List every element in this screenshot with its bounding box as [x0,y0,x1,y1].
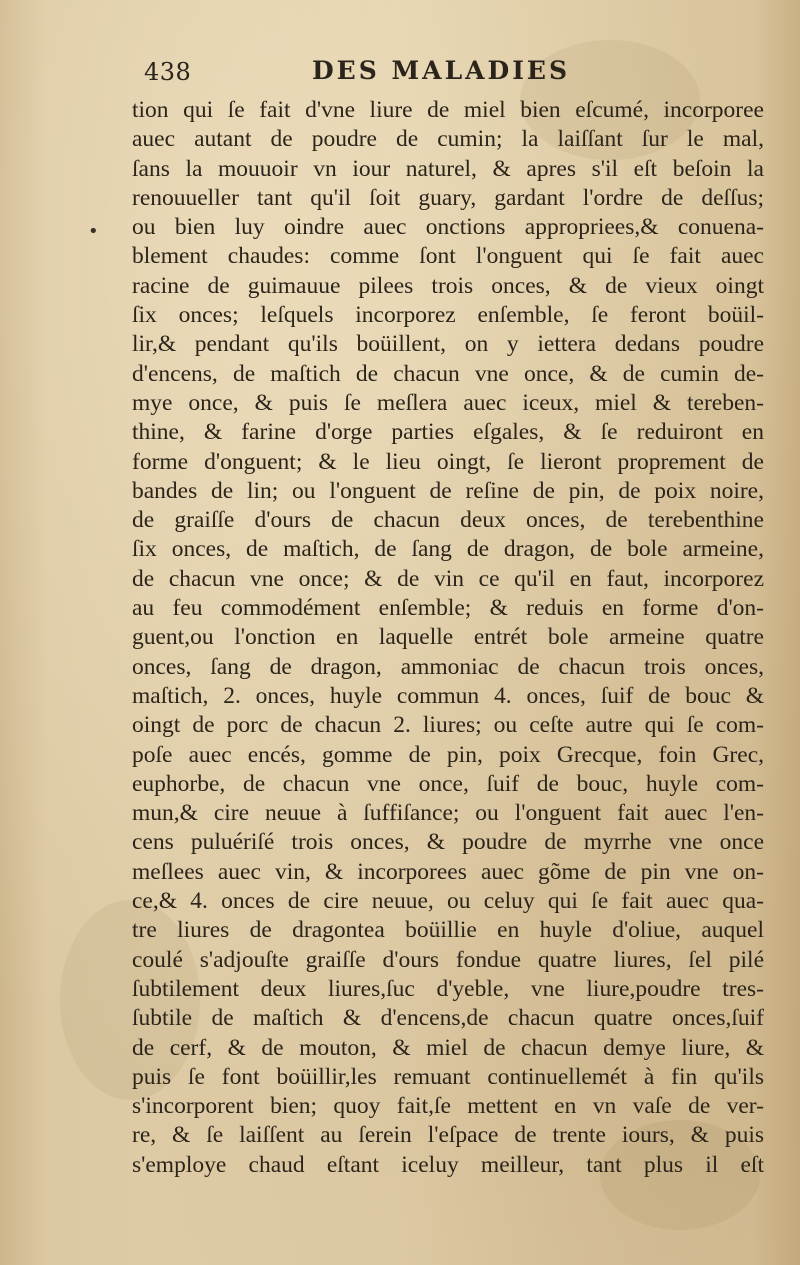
text-line: blement chaudes: comme ſont l'onguent qui ſe fait auec [132,243,764,270]
text-line: meſlees auec vin, & incorporees auec gõme de pin vne on- [132,858,764,885]
text-line: de cerf, & de mouton, & miel de chacun demye liure, & [132,1034,764,1061]
text-line: tion qui ſe fait d'vne liure de miel bien eſcumé, incorporee [132,97,764,123]
text-line: cens puluériſé trois onces, & poudre de myrrhe vne once [132,829,764,856]
text-line: au feu commodément enſemble; & reduis en forme d'on- [132,595,764,622]
text-line: thine, & farine d'orge parties eſgales, & ſe reduiront en [132,419,764,446]
body-text [132,96,764,1180]
text-line: mye once, & puis ſe meſlera auec iceux, miel & tereben- [132,389,764,416]
text-line: bandes de lin; ou l'onguent de reſine de pin, de poix noire, [132,477,764,504]
text-line: auec autant de poudre de cumin; la laiſſant ſur le mal, [132,126,764,153]
text-line: tre liures de dragontea boüillie en huyle d'oliue, auquel [132,917,764,944]
text-line: ſubtilement deux liures,ſuc d'yeble, vne liure,poudre tres- [132,975,764,1002]
running-head: DES MALADIES [312,56,571,85]
text-line: oingt de porc de chacun 2. liures; ou ceſte autre qui ſe com- [132,712,764,739]
text-line: ſix onces; leſquels incorporez enſemble, ſe feront boüil- [132,302,764,329]
text-line: de chacun vne once; & de vin ce qu'il en faut, incorporez [132,565,764,592]
page-header [132,46,762,96]
text-line: puis ſe font boüillir,les remuant continuellemét à fin qu'ils [132,1063,764,1090]
text-line: forme d'onguent; & le lieu oingt, ſe lieront proprement de [132,448,764,475]
text-line: s'incorporent bien; quoy fait,ſe mettent en vn vaſe de ver- [132,1093,764,1120]
text-line: de graiſſe d'ours de chacun deux onces, de terebenthine [132,507,764,534]
text-line: s'employe chaud eſtant iceluy meilleur, tant plus il eſt [132,1151,764,1178]
text-line: onces, ſang de dragon, ammoniac de chacun trois onces, [132,653,764,680]
text-line: maſtich, 2. onces, huyle commun 4. onces, ſuif de bouc & [132,682,764,709]
text-line: ce,& 4. onces de cire neuue, ou celuy qui ſe fait auec qua- [132,888,764,915]
text-line: racine de guimauue pilees trois onces, & de vieux oingt [132,272,764,299]
text-line: coulé s'adjouſte graiſſe d'ours fondue quatre liures, ſel pilé [132,946,764,973]
text-line: ſix onces, de maſtich, de ſang de dragon, de bole armeine, [132,536,764,563]
text-line: mun,& cire neuue à ſuffiſance; ou l'onguent fait auec l'en- [132,800,764,827]
text-line: re, & ſe laiſſent au ſerein l'eſpace de trente iours, & puis [132,1122,764,1149]
text-line: ſubtile de maſtich & d'encens,de chacun quatre onces,ſuif [132,1005,764,1032]
text-line: d'encens, de maſtich de chacun vne once, & de cumin de- [132,360,764,387]
page-number: 438 [144,58,192,86]
text-line: ou bien luy oindre auec onctions appropriees,& conuena- [132,214,764,241]
text-line: renouueller tant qu'il ſoit guary, gardant l'ordre de deſſus; [132,184,764,211]
marginal-mark: • [88,221,99,242]
text-line: ſans la mouuoir vn iour naturel, & apres s'il eſt beſoin la [132,155,764,182]
text-line: poſe auec encés, gomme de pin, poix Grecque, foin Grec, [132,741,764,768]
text-line: lir,& pendant qu'ils boüillent, on y iettera dedans poudre [132,331,764,358]
text-line: euphorbe, de chacun vne once, ſuif de bouc, huyle com- [132,770,764,797]
text-line: guent,ou l'onction en laquelle entrét bole armeine quatre [132,624,764,651]
